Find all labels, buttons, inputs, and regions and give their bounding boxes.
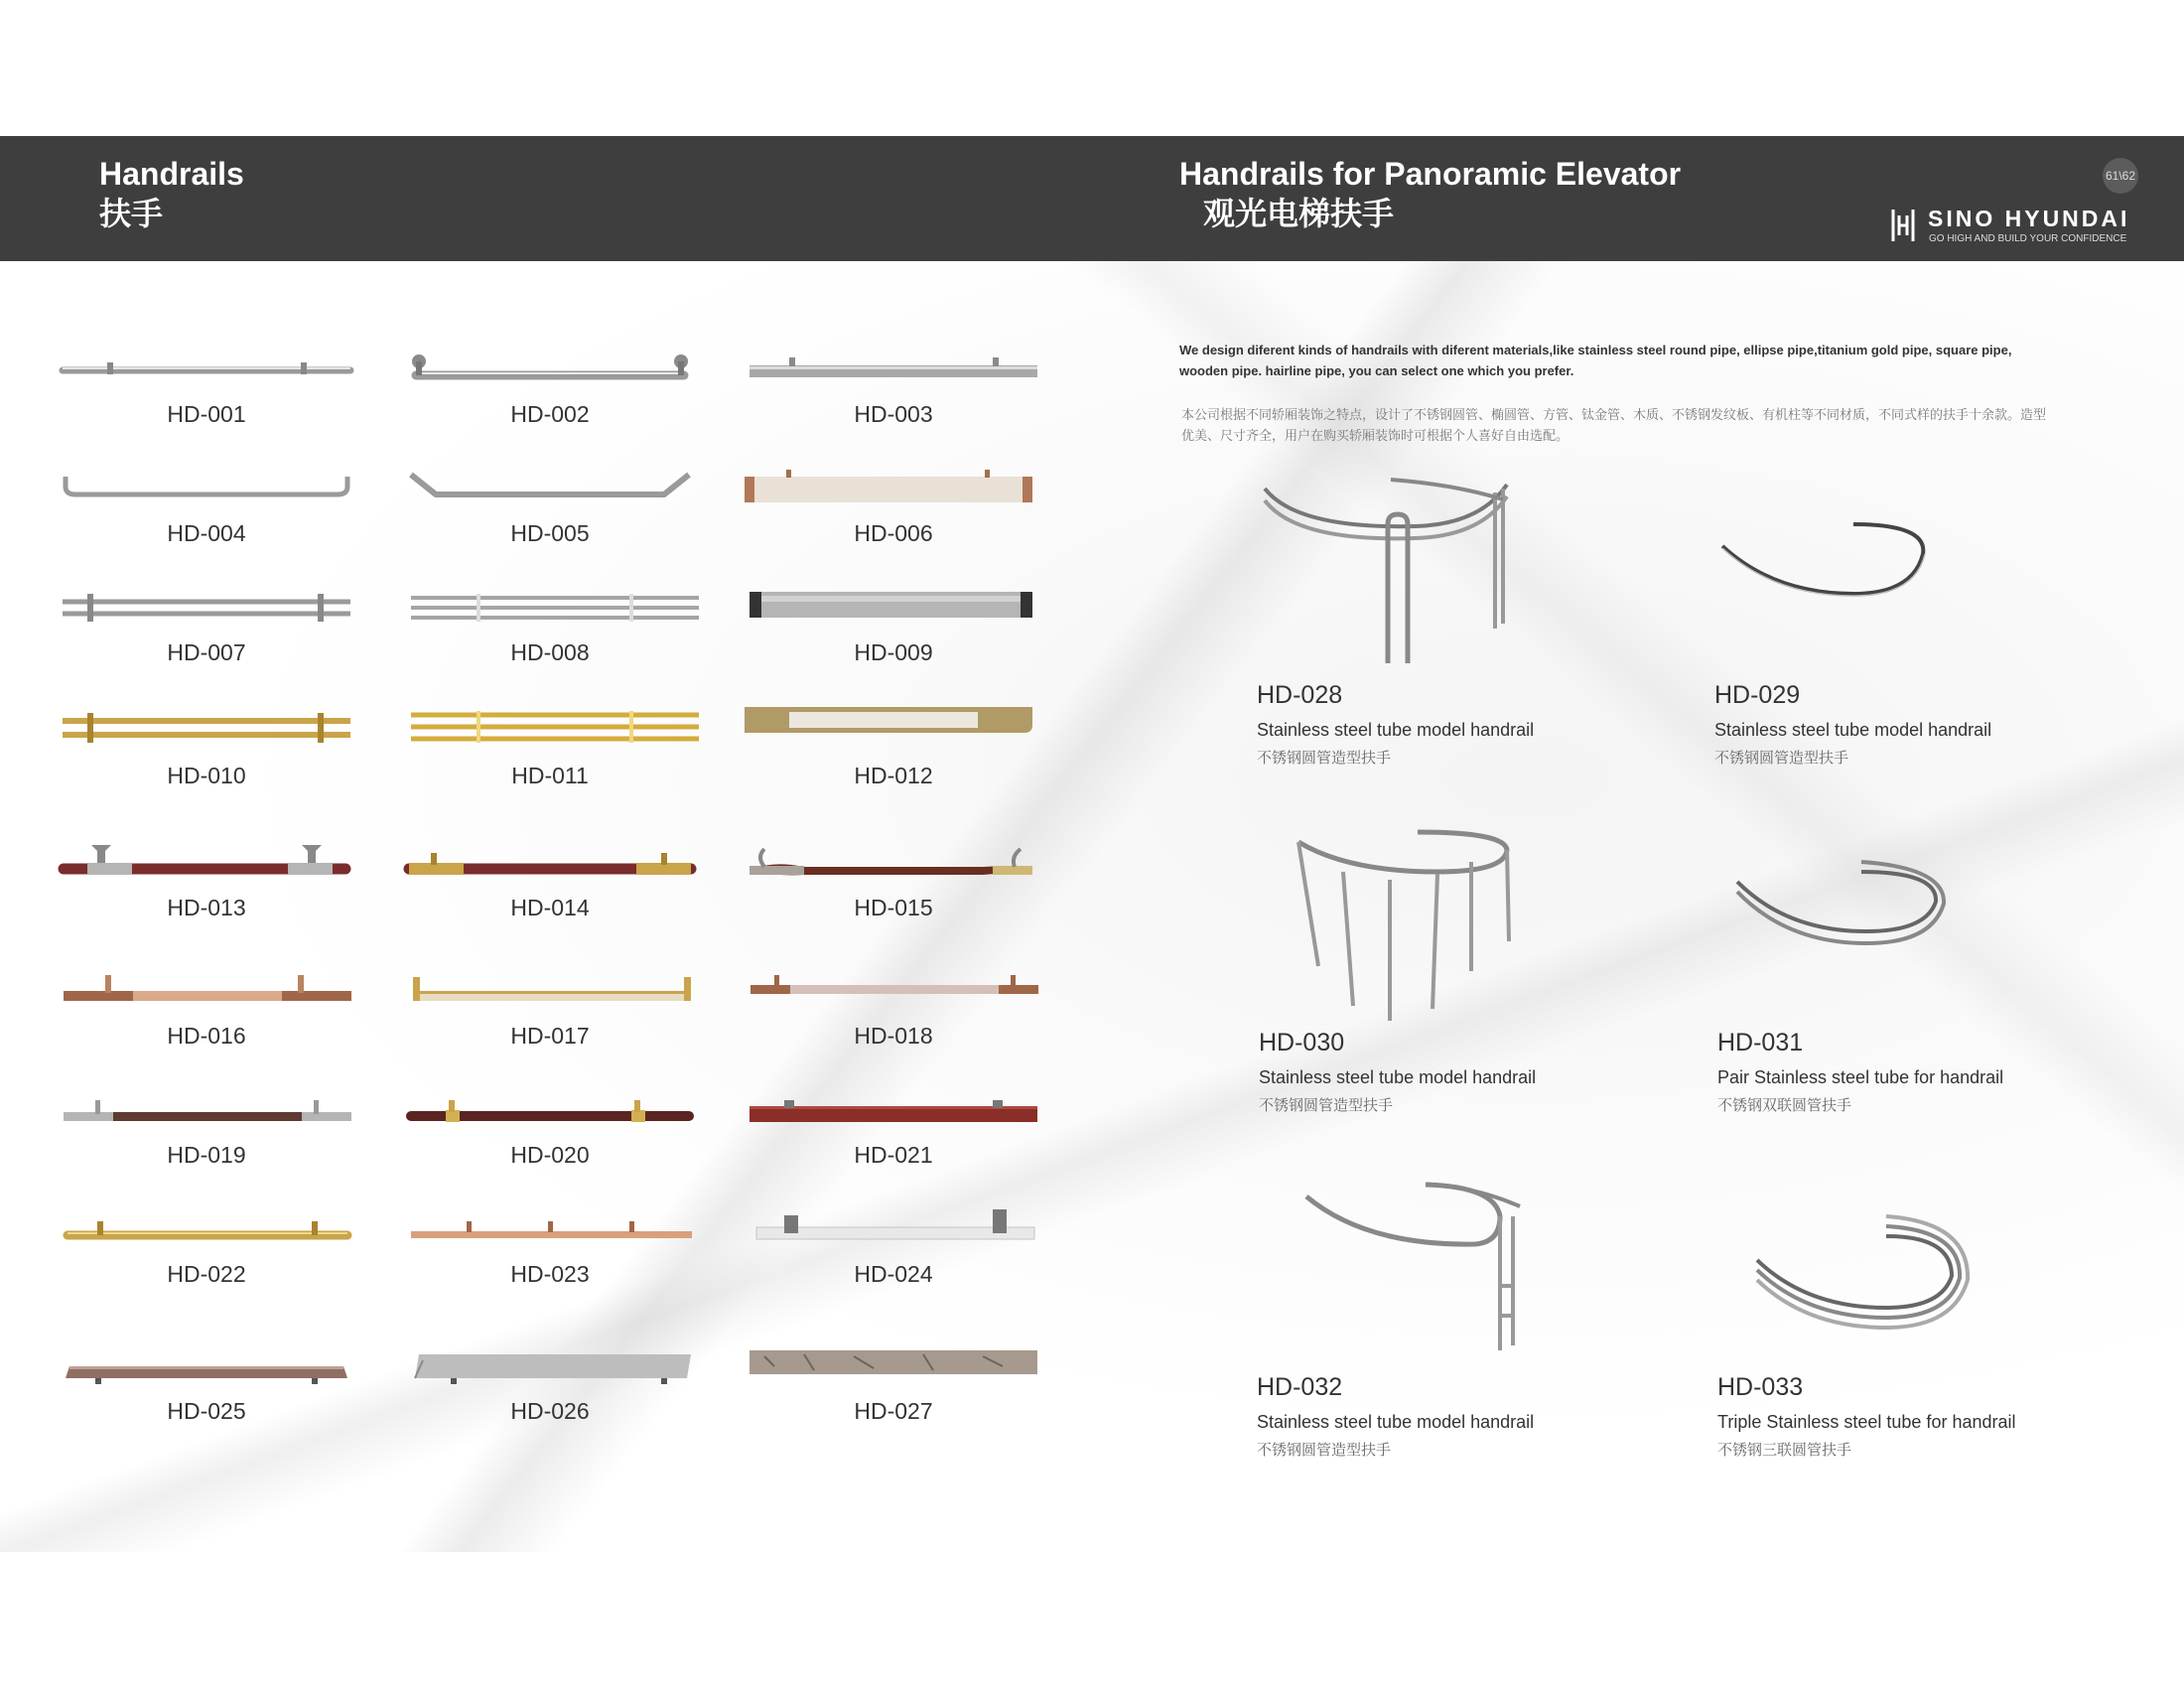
item-code: HD-018 [854,1023,933,1049]
right-title-zh: 观光电梯扶手 [1203,196,1395,231]
catalog-item [401,707,699,806]
catalog-item [401,346,699,445]
handrail-image [745,346,1042,395]
item-description-zh: 不锈钢双联圆管扶手 [1717,1097,1852,1114]
item-code: HD-029 [1714,681,1801,709]
handrail-image [401,967,699,1017]
catalog-item [401,1205,699,1305]
item-code: HD-011 [511,763,589,788]
handrail-image [745,584,1042,633]
catalog-item [401,1086,699,1186]
catalog-item [58,1086,355,1186]
handrail-image [745,1205,1042,1255]
catalog-item [58,839,355,938]
item-description-zh: 不锈钢圆管造型扶手 [1259,1097,1394,1114]
left-title-zh: 扶手 [99,196,164,231]
item-description-en: Stainless steel tube model handrail [1714,720,1992,740]
catalog-item [401,967,699,1066]
item-code: HD-013 [167,895,246,920]
catalog-item [745,707,1042,806]
item-description-zh: 不锈钢圆管造型扶手 [1714,750,1849,767]
handrail-image [745,967,1042,1017]
handrail-image [401,465,699,514]
handrail-image [1717,822,1995,1021]
item-code: HD-023 [510,1261,590,1287]
brand-tagline: GO HIGH AND BUILD YOUR CONFIDENCE [1929,233,2127,244]
item-code: HD-009 [854,639,933,665]
item-code: HD-026 [510,1398,590,1424]
catalog-item [401,1342,699,1442]
item-code: HD-016 [167,1023,246,1049]
handrail-image [401,839,699,889]
item-description-en: Stainless steel tube model handrail [1257,720,1535,740]
item-code: HD-014 [510,895,590,920]
handrail-image [745,707,1042,757]
item-code: HD-028 [1257,681,1343,709]
item-code: HD-008 [510,639,590,665]
catalog-item [745,967,1042,1066]
handrail-image [58,707,355,757]
item-description-en: Stainless steel tube model handrail [1259,1067,1537,1087]
item-description-en: Pair Stainless steel tube for handrail [1717,1067,2004,1087]
handrail-image [1257,1167,1535,1365]
catalog-item [58,584,355,683]
right-title-en: Handrails for Panoramic Elevator [1179,156,1682,192]
catalog-item [745,584,1042,683]
item-code: HD-007 [167,639,246,665]
catalog-item [58,1205,355,1305]
catalog-item [58,346,355,445]
catalog-item [745,465,1042,564]
catalog-item [745,1205,1042,1305]
panoramic-item [1717,1167,2174,1460]
brand-name: SINO HYUNDAI [1928,206,2130,231]
handrail-image [58,346,355,395]
item-code: HD-020 [510,1142,590,1168]
handrail-image [401,707,699,757]
handrail-image [58,1086,355,1136]
panoramic-item [1714,475,2171,768]
catalog-item [401,839,699,938]
item-code: HD-006 [854,520,933,546]
handrail-image [745,839,1042,889]
brand-logo-icon [1890,206,1916,245]
handrail-image [745,465,1042,514]
item-description-zh: 不锈钢圆管造型扶手 [1257,750,1392,767]
item-code: HD-001 [167,401,246,427]
catalog-item [58,465,355,564]
handrail-image [58,465,355,514]
panoramic-item [1717,822,2174,1115]
item-description-en: Stainless steel tube model handrail [1257,1412,1535,1432]
catalog-item [401,465,699,564]
catalog-item [745,1086,1042,1186]
handrail-image [401,1342,699,1392]
intro-chinese: 本公司根据不同轿厢装饰之特点，设计了不锈钢圆管、椭圆管、方管、钛金管、木质、不锈钢发纹板、有机柱等不同材质，不同式样的扶手十余款。造型优美、尺寸齐全，用户在购买轿厢装饰时可根据个人喜好自由选配。 [1181,407,2047,443]
handrail-image [401,346,699,395]
catalog-item [58,707,355,806]
item-code: HD-017 [510,1023,590,1049]
item-description-zh: 不锈钢圆管造型扶手 [1257,1442,1392,1459]
item-code: HD-003 [854,401,933,427]
item-description-en: Triple Stainless steel tube for handrail [1717,1412,2016,1432]
header-bar [0,136,2184,261]
catalog-item [745,346,1042,445]
handrail-image [401,1205,699,1255]
item-code: HD-024 [854,1261,933,1287]
catalog-item [401,584,699,683]
handrail-image [1259,822,1537,1021]
handrail-image [58,839,355,889]
catalog-item [58,967,355,1066]
handrail-image [58,1342,355,1392]
item-code: HD-033 [1717,1373,1804,1401]
panoramic-item [1259,822,1715,1115]
handrail-image [745,1342,1042,1392]
handrail-image [58,1205,355,1255]
item-description-zh: 不锈钢三联圆管扶手 [1717,1442,1852,1459]
handrail-image [1257,475,1535,673]
item-code: HD-022 [167,1261,246,1287]
panoramic-item [1257,1167,1713,1460]
page-number-badge: 61\62 [2103,158,2138,194]
panoramic-item [1257,475,1713,768]
item-code: HD-021 [854,1142,933,1168]
item-code: HD-004 [167,520,246,546]
item-code: HD-031 [1717,1029,1804,1056]
catalog-item [745,839,1042,938]
item-code: HD-025 [167,1398,246,1424]
handrail-image [1714,475,1992,673]
item-code: HD-032 [1257,1373,1343,1401]
item-code: HD-005 [510,520,590,546]
item-code: HD-027 [854,1398,933,1424]
handrail-image [1717,1167,1995,1365]
catalog-item [745,1342,1042,1442]
item-code: HD-030 [1259,1029,1345,1056]
catalog-item [58,1342,355,1442]
left-title-en: Handrails [99,156,244,192]
handrail-image [58,967,355,1017]
handrail-image [401,584,699,633]
item-code: HD-015 [854,895,933,920]
handrail-image [401,1086,699,1136]
item-code: HD-010 [167,763,246,788]
item-code: HD-012 [854,763,933,788]
intro-english: We design diferent kinds of handrails with diferent materials,like stainless steel round pipe, ellipse pipe,titanium gold pipe, square pipe, wooden pipe. hairline pipe, you can select one which you prefer. [1179,343,2012,378]
handrail-image [58,584,355,633]
handrail-image [745,1086,1042,1136]
item-code: HD-019 [167,1142,246,1168]
item-code: HD-002 [510,401,590,427]
